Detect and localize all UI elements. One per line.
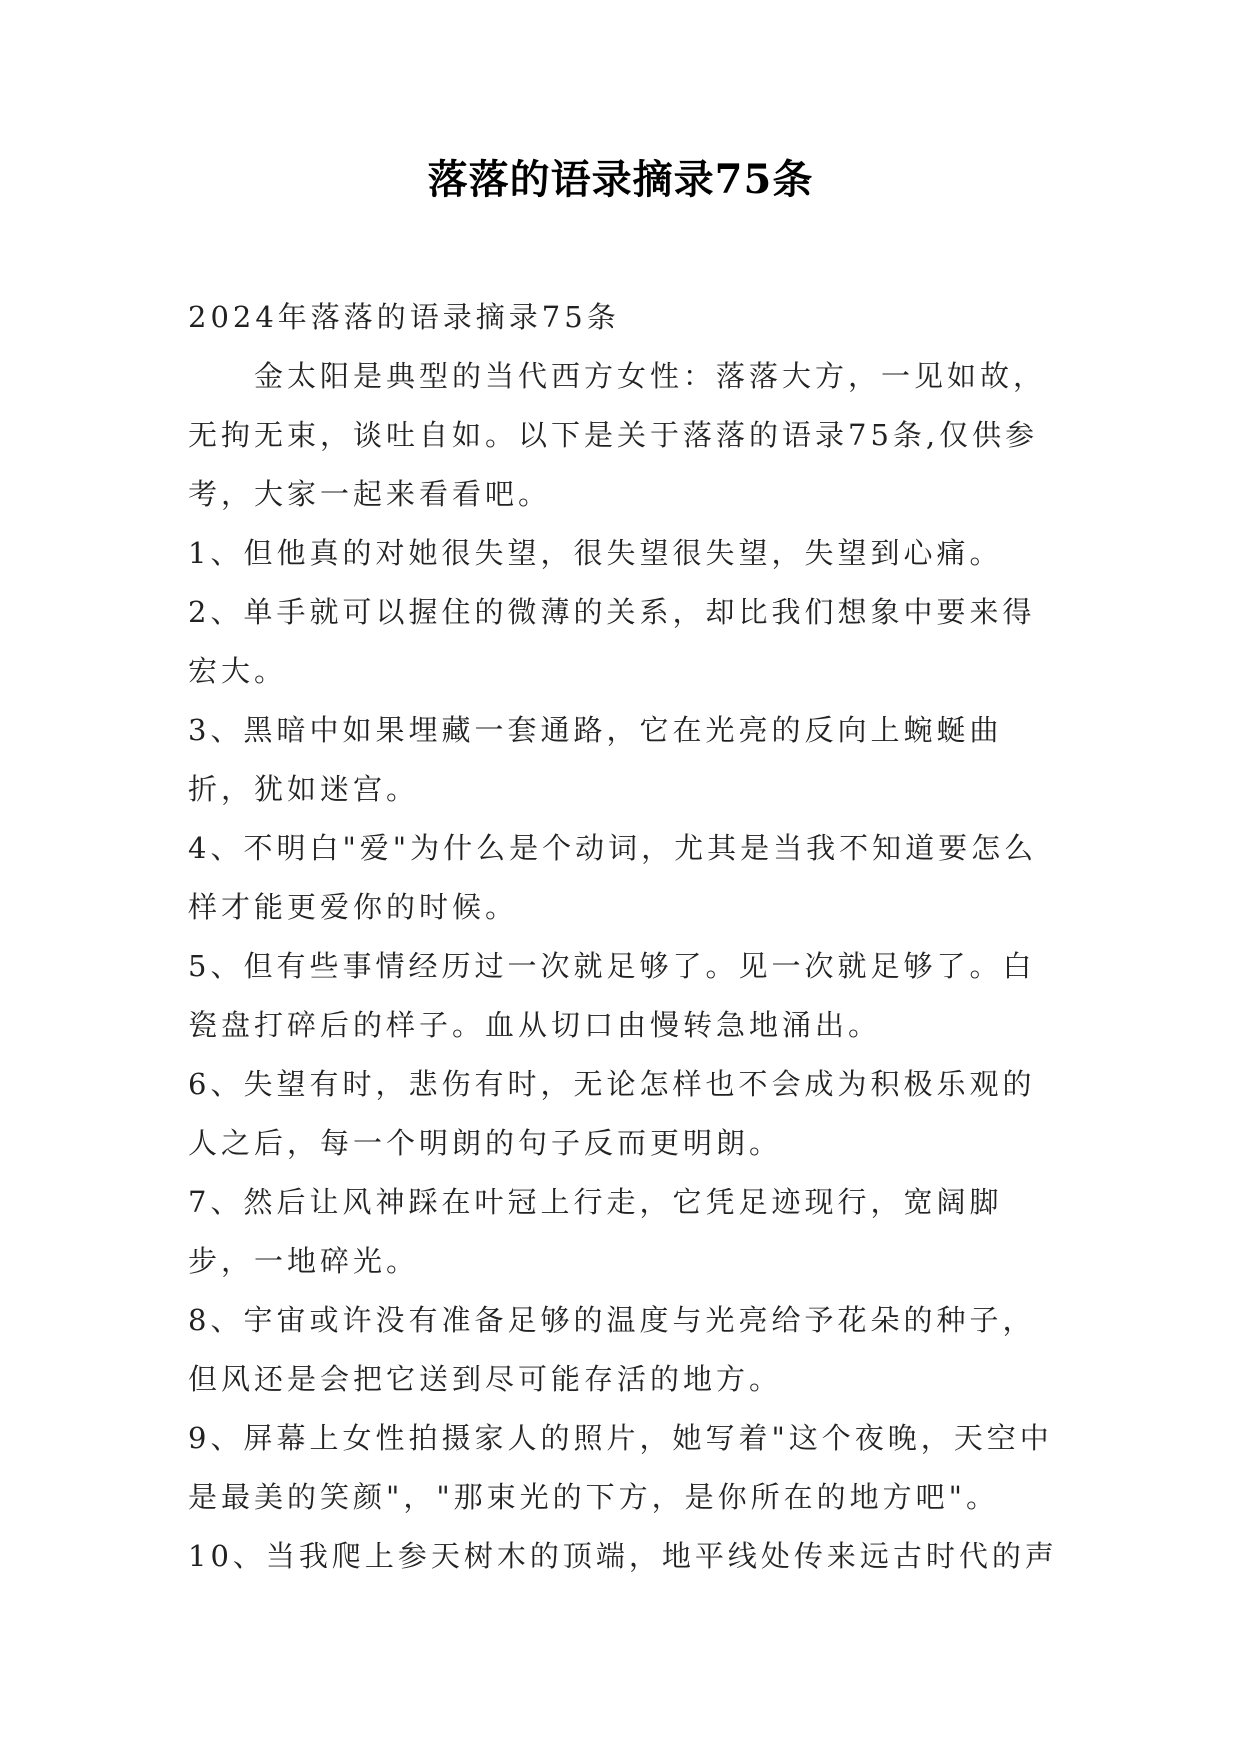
quote-item-2: 2、单手就可以握住的微薄的关系，却比我们想象中要来得宏大。 [188,595,1036,688]
document-body [188,288,1068,1586]
quote-item-5: 5、但有些事情经历过一次就足够了。见一次就足够了。白瓷盘打碎后的样子。血从切口由慢转急地涌出。 [188,949,1036,1042]
quote-item-6: 6、失望有时，悲伤有时，无论怎样也不会成为积极乐观的人之后，每一个明朗的句子反而更明朗。 [188,1067,1036,1160]
document-title: 落落的语录摘录75条 [427,156,814,203]
quote-item-7: 7、然后让风神踩在叶冠上行走，它凭足迹现行，宽阔脚步，一地碎光。 [188,1185,1003,1278]
quote-item-3: 3、黑暗中如果埋藏一套通路，它在光亮的反向上蜿蜒曲折，犹如迷宫。 [188,713,1003,806]
quote-item-10: 10、当我爬上参天树木的顶端，地平线处传来远古时代的声 [188,1539,1058,1573]
quote-item-9: 9、屏幕上女性拍摄家人的照片，她写着"这个夜晚，天空中是最美的笑颜"，"那束光的下方，是你所在的地方吧"。 [188,1421,1053,1514]
quote-item-1: 1、但他真的对她很失望，很失望很失望，失望到心痛。 [188,536,1003,570]
quote-item-8: 8、宇宙或许没有准备足够的温度与光亮给予花朵的种子，但风还是会把它送到尽可能存活的地方。 [188,1303,1036,1396]
intro-paragraph: 金太阳是典型的当代西方女性：落落大方，一见如故，无拘无束，谈吐自如。以下是关于落落的语录75条,仅供参考，大家一起来看看吧。 [188,359,1047,511]
document-subtitle: 2024年落落的语录摘录75条 [188,300,620,334]
quote-item-4: 4、不明白"爱"为什么是个动词，尤其是当我不知道要怎么样才能更爱你的时候。 [188,831,1038,924]
